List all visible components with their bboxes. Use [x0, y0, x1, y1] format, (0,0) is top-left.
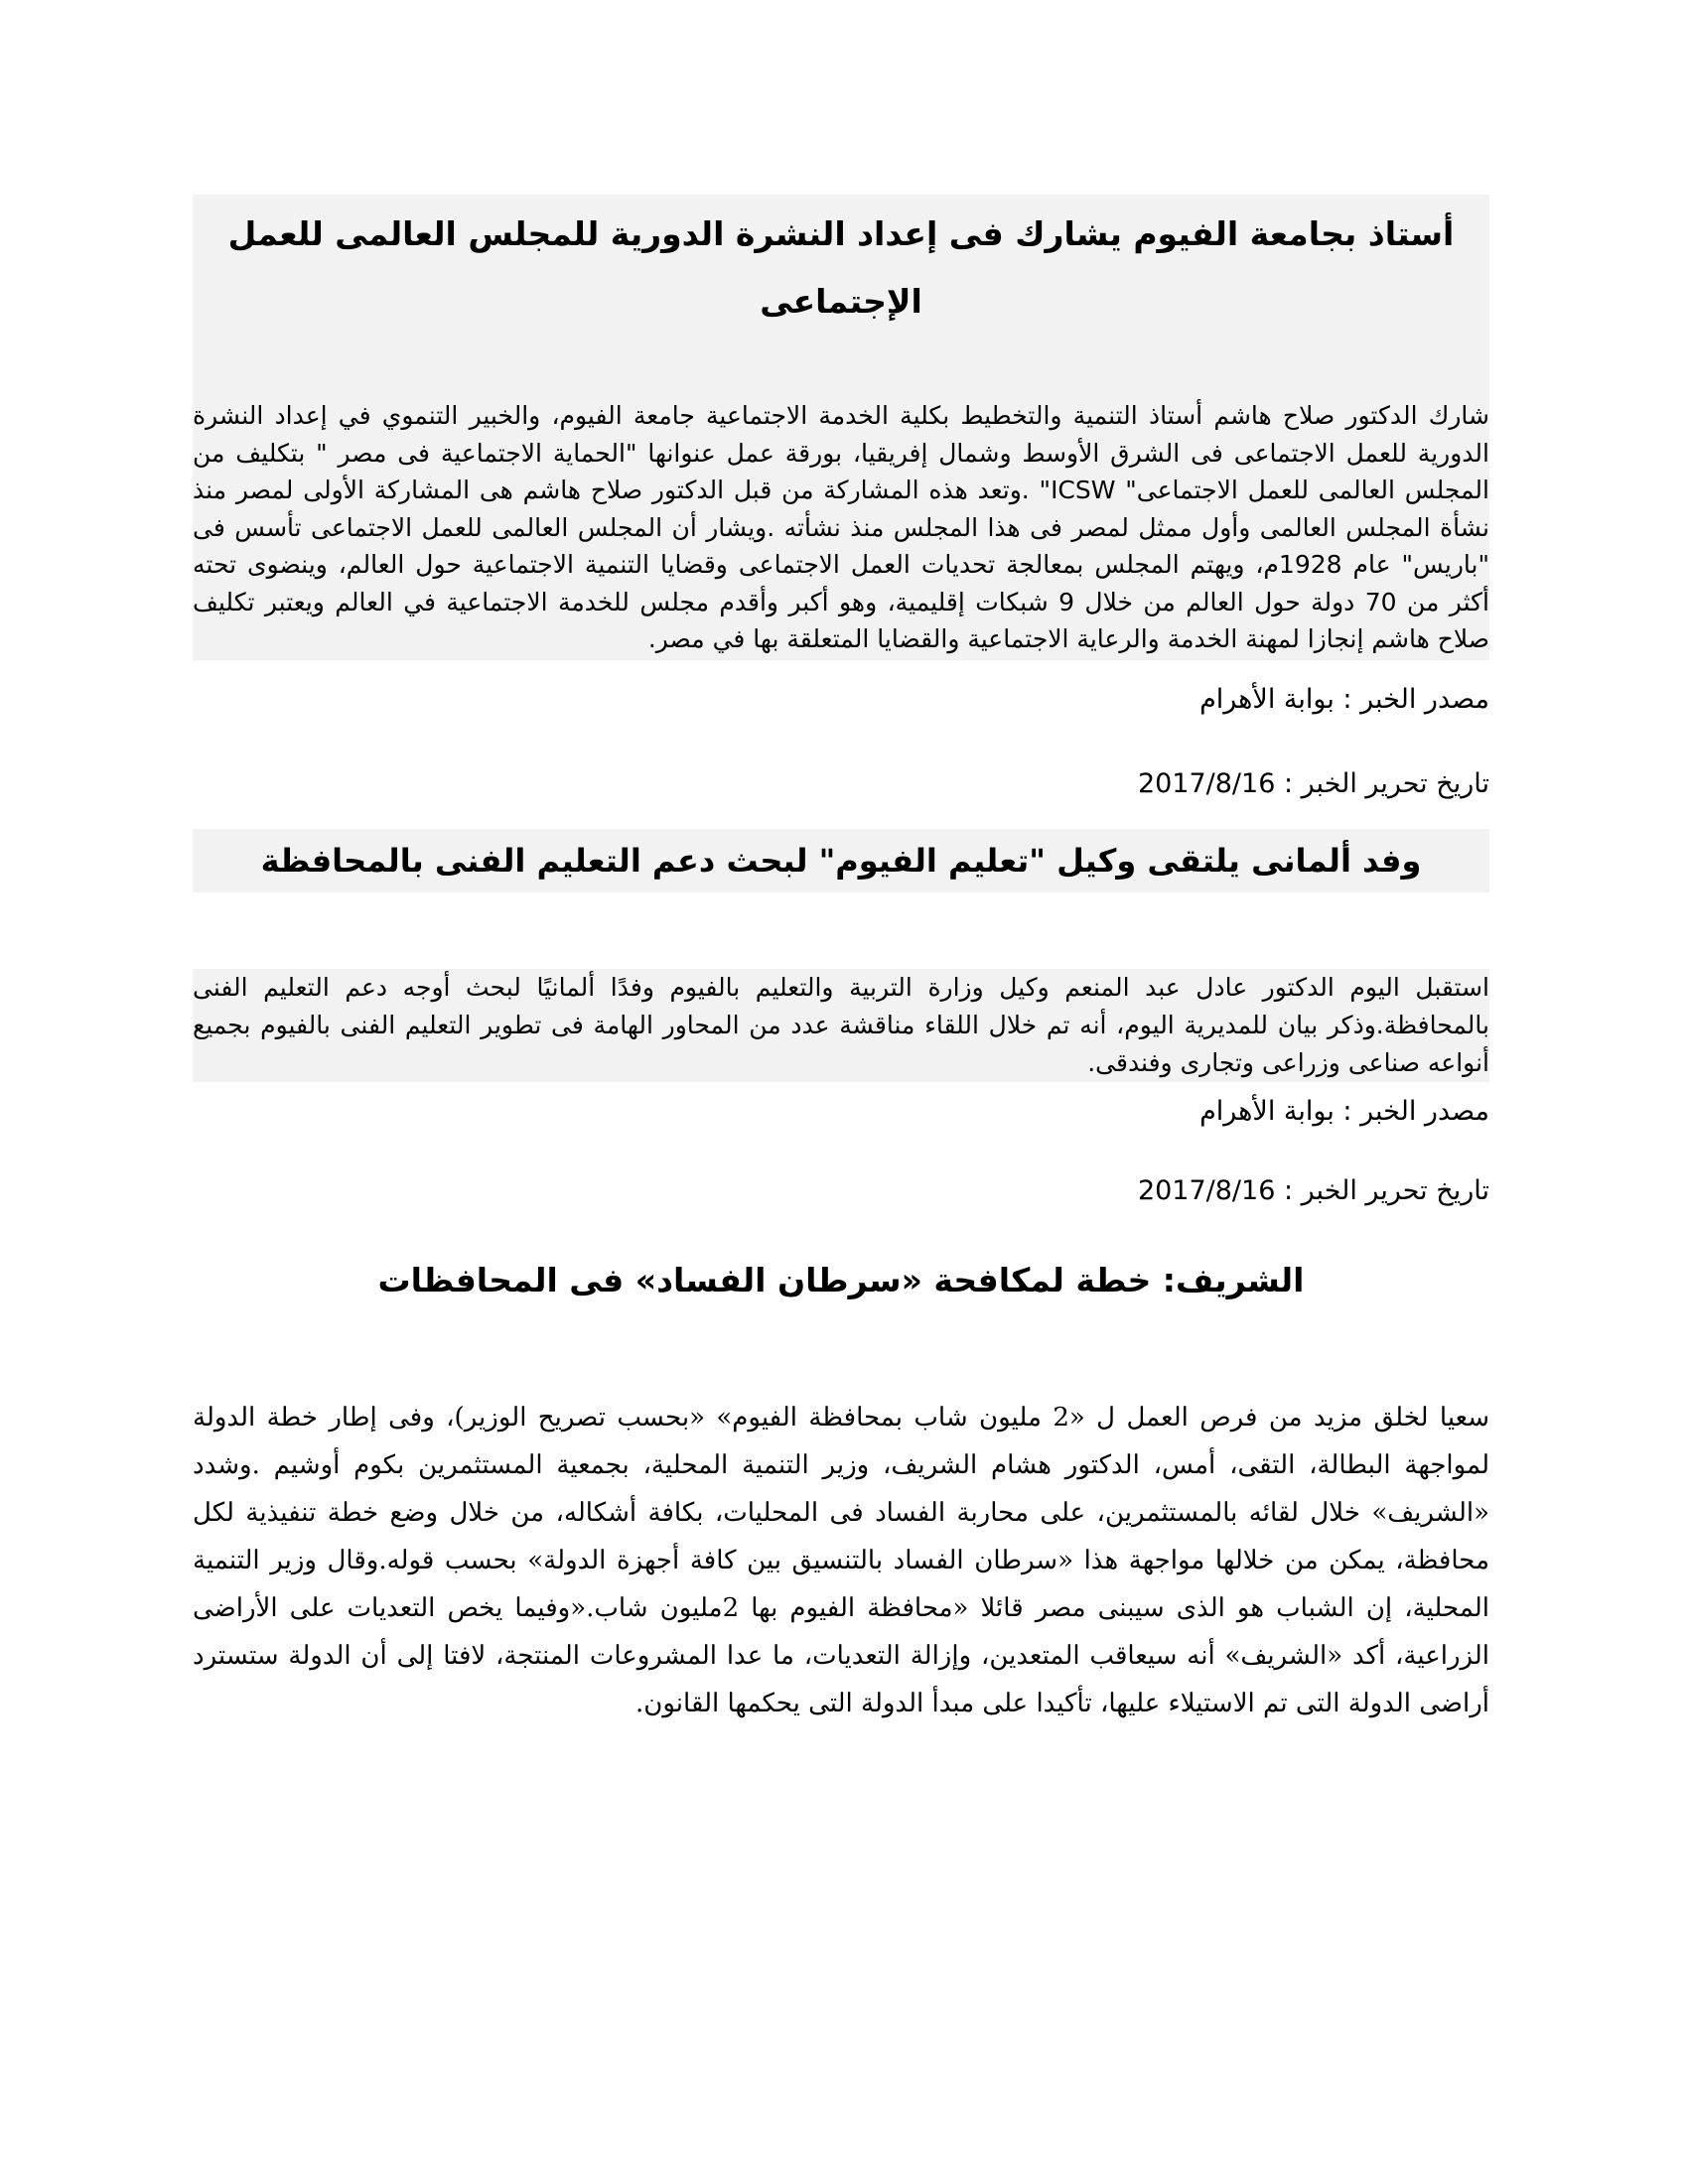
article-1-body: شارك الدكتور صلاح هاشم أستاذ التنمية والتخطيط بكلية الخدمة الاجتماعية جامعة الفيوم، والخبير التنموي في إعداد النشرة الدورية للعمل الاجتماعى فى الشرق الأوسط وشمال إفريقيا، بورقة عمل عنوانها "الحماية الاجتماعية فى مصر " بتكليف من المجلس العالمى للعمل الاجتماعى" ICSW" .وتعد هذه المشاركة من قبل الدكتور صلاح هاشم هى المشاركة الأولى لمصر منذ نشأة المجلس العالمى وأول ممثل لمصر فى هذا المجلس منذ نشأته .ويشار أن المجلس العالمى للعمل الاجتماعى تأسس فى "باريس" عام 1928م، ويهتم المجلس بمعالجة تحديات العمل الاجتماعى وقضايا التنمية الاجتماعية حول العالم، وينضوى تحته أكثر من 70 دولة حول العالم من خلال 9 شبكات إقليمية، وهو أكبر وأقدم مجلس للخدمة الاجتماعية في العالم ويعتبر تكليف صلاح هاشم إنجازا لمهنة الخدمة والرعاية الاجتماعية والقضايا المتعلقة بها في مصر. [193, 345, 1489, 660]
article-1-source: مصدر الخبر : بوابة الأهرام [1199, 683, 1489, 715]
article-3-body: سعيا لخلق مزيد من فرص العمل ل «2 مليون شاب بمحافظة الفيوم» «بحسب تصريح الوزير)، وفى إطار خطة الدولة لمواجهة البطالة، التقى، أمس، الدكتور هشام الشريف، وزير التنمية المحلية، بجمعية المستثمرين بكوم أوشيم .وشدد «الشريف» خلال لقائه بالمستثمرين، على محاربة الفساد فى المحليات، بكافة أشكاله، من خلال وضع خطة تنفيذية لكل محافظة، يمكن من خلالها مواجهة هذا «سرطان الفساد بالتنسيق بين كافة أجهزة الدولة» بحسب قوله.وقال وزير التنمية المحلية، إن الشباب هو الذى سيبنى مصر قائلا «محافظة الفيوم بها 2مليون شاب.«وفيما يخص التعديات على الأراضى الزراعية، أكد «الشريف» أنه سيعاقب المتعدين، وإزالة التعديات، ما عدا المشروعات المنتجة، لافتا إلى أن الدولة ستسترد أراضى الدولة التى تم الاستيلاء عليها، تأكيدا على مبدأ الدولة التى يحكمها القانون. [193, 1402, 1489, 1718]
article-1-title: أستاذ بجامعة الفيوم يشارك فى إعداد النشرة الدورية للمجلس العالمى للعمل الإجتماعى [193, 195, 1489, 345]
article-2-title: وفد ألمانى يلتقى وكيل "تعليم الفيوم" لبحث دعم التعليم الفنى بالمحافظة [193, 829, 1489, 892]
article-1-date: تاريخ تحرير الخبر : 2017/8/16 [1137, 767, 1489, 799]
article-2-date: تاريخ تحرير الخبر : 2017/8/16 [1137, 1174, 1489, 1206]
document-page [193, 195, 1489, 1727]
article-2-source: مصدر الخبر : بوابة الأهرام [1199, 1095, 1489, 1127]
article-3-title: الشريف: خطة لمكافحة «سرطان الفساد» فى المحافظات [377, 1260, 1305, 1299]
article-2-body: استقبل اليوم الدكتور عادل عبد المنعم وكيل وزارة التربية والتعليم بالفيوم وفدًا ألمانيًا لبحث أوجه دعم التعليم الفنى بالمحافظة.وذكر بيان للمديرية اليوم، أنه تم خلال اللقاء مناقشة عدد من المحاور الهامة فى تطوير التعليم الفنى بالفيوم بجميع أنواعه صناعى وزراعى وتجارى وفندقى. [193, 969, 1489, 1082]
